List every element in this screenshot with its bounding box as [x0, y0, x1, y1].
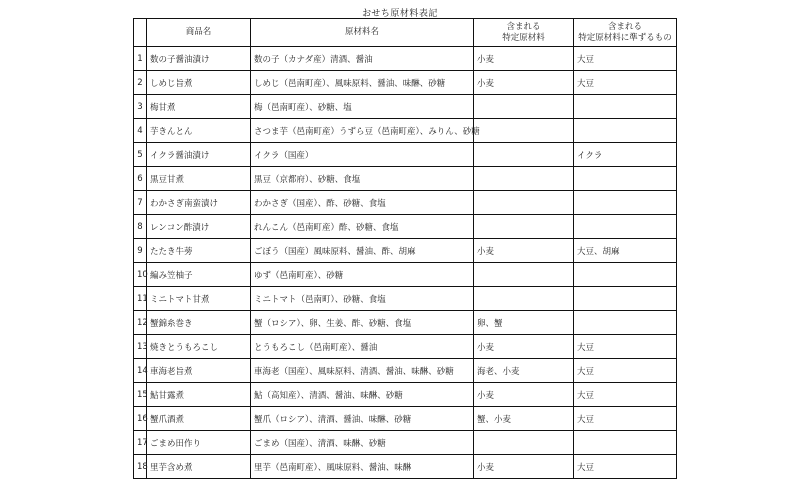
cell-allergens — [474, 119, 574, 143]
cell-ingredients: 鮎（高知産）、清酒、醤油、味醂、砂糖 — [251, 383, 474, 407]
cell-related-allergens: 大豆 — [574, 383, 677, 407]
cell-ingredients: ごぼう（国産）風味原料、醤油、酢、胡麻 — [251, 239, 474, 263]
table-row — [134, 287, 677, 311]
cell-number: 5 — [134, 143, 147, 167]
cell-related-allergens: 大豆 — [574, 359, 677, 383]
cell-number: 18 — [134, 455, 147, 479]
cell-number: 6 — [134, 167, 147, 191]
cell-related-allergens: 大豆 — [574, 71, 677, 95]
cell-number: 17 — [134, 431, 147, 455]
cell-product-name: ごまめ田作り — [147, 431, 251, 455]
cell-product-name: 編み笠柚子 — [147, 263, 251, 287]
cell-number: 1 — [134, 47, 147, 71]
cell-ingredients: ごまめ（国産）、清酒、味醂、砂糖 — [251, 431, 474, 455]
cell-ingredients: イクラ（国産） — [251, 143, 474, 167]
cell-product-name: たたき牛蒡 — [147, 239, 251, 263]
table-row — [134, 263, 677, 287]
table-row — [134, 119, 677, 143]
cell-number: 3 — [134, 95, 147, 119]
cell-product-name: レンコン酢漬け — [147, 215, 251, 239]
cell-number: 7 — [134, 191, 147, 215]
cell-ingredients: しめじ（邑南町産）、風味原料、醤油、味醂、砂糖 — [251, 71, 474, 95]
cell-number: 11 — [134, 287, 147, 311]
cell-allergens: 小麦 — [474, 383, 574, 407]
table-row — [134, 335, 677, 359]
header-allergens: 含まれる 特定原材料 — [474, 19, 574, 47]
cell-ingredients: 里芋（邑南町産）、風味原料、醤油、味醂 — [251, 455, 474, 479]
header-related-allergens: 含まれる 特定原材料に準ずるもの — [574, 19, 677, 47]
cell-allergens: 卵、蟹 — [474, 311, 574, 335]
document-title: おせち原材料表記 — [362, 9, 438, 19]
cell-ingredients: 黒豆（京都府）、砂糖、食塩 — [251, 167, 474, 191]
cell-product-name: わかさぎ南蛮漬け — [147, 191, 251, 215]
table-header-row — [134, 19, 677, 47]
header-product-name: 商品名 — [147, 19, 251, 47]
cell-ingredients: 数の子（カナダ産）清酒、醤油 — [251, 47, 474, 71]
cell-product-name: 車海老旨煮 — [147, 359, 251, 383]
cell-related-allergens: 大豆 — [574, 335, 677, 359]
cell-allergens — [474, 215, 574, 239]
cell-related-allergens: 大豆 — [574, 407, 677, 431]
cell-allergens — [474, 263, 574, 287]
cell-allergens — [474, 143, 574, 167]
header-number — [134, 19, 147, 47]
table-row — [134, 431, 677, 455]
cell-related-allergens — [574, 95, 677, 119]
cell-related-allergens — [574, 191, 677, 215]
cell-number: 8 — [134, 215, 147, 239]
cell-allergens: 海老、小麦 — [474, 359, 574, 383]
cell-product-name: 里芋含め煮 — [147, 455, 251, 479]
cell-ingredients: 蟹爪（ロシア）、清酒、醤油、味醂、砂糖 — [251, 407, 474, 431]
table-row — [134, 47, 677, 71]
cell-allergens — [474, 95, 574, 119]
table-row — [134, 407, 677, 431]
cell-ingredients: ミニトマト（邑南町）、砂糖、食塩 — [251, 287, 474, 311]
cell-product-name: 数の子醤油漬け — [147, 47, 251, 71]
cell-number: 10 — [134, 263, 147, 287]
cell-product-name: 鮎甘露煮 — [147, 383, 251, 407]
cell-allergens: 小麦 — [474, 47, 574, 71]
table-row — [134, 215, 677, 239]
cell-related-allergens — [574, 431, 677, 455]
cell-product-name: ミニトマト甘煮 — [147, 287, 251, 311]
cell-product-name: 蟹爪酒煮 — [147, 407, 251, 431]
cell-related-allergens: イクラ — [574, 143, 677, 167]
cell-allergens: 小麦 — [474, 335, 574, 359]
cell-allergens — [474, 287, 574, 311]
cell-product-name: イクラ醤油漬け — [147, 143, 251, 167]
cell-related-allergens — [574, 311, 677, 335]
table-row — [134, 383, 677, 407]
cell-related-allergens — [574, 287, 677, 311]
ingredients-table — [133, 18, 677, 479]
cell-related-allergens — [574, 119, 677, 143]
cell-allergens: 蟹、小麦 — [474, 407, 574, 431]
cell-number: 9 — [134, 239, 147, 263]
cell-allergens: 小麦 — [474, 71, 574, 95]
table-row — [134, 143, 677, 167]
cell-allergens — [474, 431, 574, 455]
cell-product-name: 黒豆甘煮 — [147, 167, 251, 191]
cell-allergens — [474, 191, 574, 215]
cell-allergens: 小麦 — [474, 239, 574, 263]
cell-product-name: 芋きんとん — [147, 119, 251, 143]
table-row — [134, 191, 677, 215]
table-row — [134, 311, 677, 335]
table-row — [134, 239, 677, 263]
cell-related-allergens — [574, 263, 677, 287]
table-row — [134, 71, 677, 95]
cell-related-allergens: 大豆 — [574, 455, 677, 479]
cell-related-allergens: 大豆、胡麻 — [574, 239, 677, 263]
table-row — [134, 455, 677, 479]
cell-product-name: 梅甘煮 — [147, 95, 251, 119]
cell-related-allergens — [574, 167, 677, 191]
cell-allergens: 小麦 — [474, 455, 574, 479]
cell-ingredients: ゆず（邑南町産）、砂糖 — [251, 263, 474, 287]
cell-product-name: しめじ旨煮 — [147, 71, 251, 95]
table-row — [134, 95, 677, 119]
cell-ingredients: 車海老（国産）、風味原料、清酒、醤油、味醂、砂糖 — [251, 359, 474, 383]
cell-number: 2 — [134, 71, 147, 95]
cell-ingredients: さつま芋（邑南町産）うずら豆（邑南町産）、みりん、砂糖 — [251, 119, 474, 143]
cell-product-name: 焼きとうもろこし — [147, 335, 251, 359]
cell-number: 14 — [134, 359, 147, 383]
table-row — [134, 167, 677, 191]
cell-product-name: 蟹錦糸巻き — [147, 311, 251, 335]
cell-allergens — [474, 167, 574, 191]
cell-ingredients: れんこん（邑南町産）酢、砂糖、食塩 — [251, 215, 474, 239]
table-row — [134, 359, 677, 383]
cell-number: 15 — [134, 383, 147, 407]
cell-number: 4 — [134, 119, 147, 143]
cell-related-allergens — [574, 215, 677, 239]
cell-ingredients: わかさぎ（国産）、酢、砂糖、食塩 — [251, 191, 474, 215]
cell-number: 13 — [134, 335, 147, 359]
cell-ingredients: とうもろこし（邑南町産）、醤油 — [251, 335, 474, 359]
cell-related-allergens: 大豆 — [574, 47, 677, 71]
cell-ingredients: 梅（邑南町産）、砂糖、塩 — [251, 95, 474, 119]
cell-number: 12 — [134, 311, 147, 335]
cell-number: 16 — [134, 407, 147, 431]
header-ingredients: 原材料名 — [251, 19, 474, 47]
cell-ingredients: 蟹（ロシア）、卵、生姜、酢、砂糖、食塩 — [251, 311, 474, 335]
